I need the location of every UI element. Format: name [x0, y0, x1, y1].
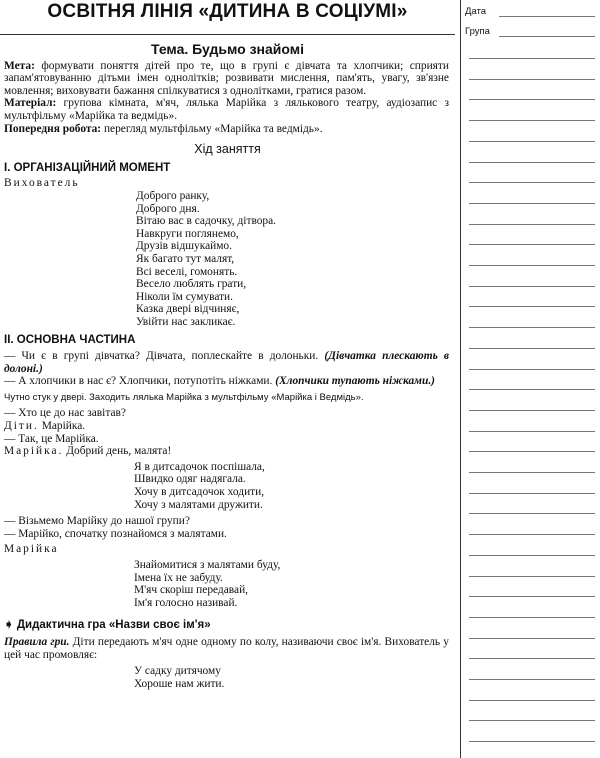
masha-poem-1 — [134, 461, 455, 511]
note-line[interactable] — [469, 720, 595, 721]
note-line[interactable] — [469, 58, 595, 59]
speaker-label: Вихователь — [4, 177, 80, 190]
dialogue-line: — Марійко, спочатку познайомся з малятами. — [4, 527, 227, 540]
note-line[interactable] — [469, 741, 595, 742]
note-line[interactable] — [469, 534, 595, 535]
note-line[interactable] — [469, 389, 595, 390]
note-line[interactable] — [469, 451, 595, 452]
poem-line: Увійти нас закликає. — [136, 315, 236, 328]
poem-line: Хочу з малятами дружити. — [134, 498, 263, 511]
section2-heading: II. ОСНОВНА ЧАСТИНА — [4, 334, 136, 347]
note-line[interactable] — [469, 576, 595, 577]
rules-label: Правила гри. — [4, 635, 70, 648]
poem-line: Вітаю вас в садочку, дітвора. — [136, 215, 277, 228]
date-line[interactable] — [499, 16, 595, 17]
note-line[interactable] — [469, 79, 595, 80]
page-title: ОСВІТНЯ ЛІНІЯ «ДИТИНА В СОЦІУМІ» — [0, 6, 455, 35]
poem-line: Навкруги поглянемо, — [136, 227, 239, 240]
stage-note: (Дівчатка плескають в долоні.) — [4, 350, 450, 375]
goal-text: формувати поняття дітей про те, що в групі є дівчата та хлопчики; сприяти запам'ятовуванню дітьми імен однолітків; розвивати мислення, пам'ять, увагу, зв'язне мовлення; виховувати бажання спілкуватися з однолітками, гратися разом. — [4, 59, 449, 97]
game-poem — [134, 665, 455, 690]
note-line[interactable] — [469, 513, 595, 514]
poem-line: Знайомитися з малятами буду, — [134, 558, 281, 571]
poem-line: Доброго ранку, — [136, 189, 210, 202]
note-line[interactable] — [469, 369, 595, 370]
note-line[interactable] — [469, 141, 595, 142]
note-line[interactable] — [469, 348, 595, 349]
poem-line: У садку дитячому — [134, 665, 221, 678]
poem-line: Всі веселі, гомонять. — [136, 265, 238, 278]
arrow-icon: ➧ — [4, 619, 14, 632]
speaker-label: Марійка. — [4, 445, 64, 458]
game-heading — [4, 619, 455, 632]
note-line[interactable] — [469, 638, 595, 639]
note-line[interactable] — [469, 286, 595, 287]
group-line[interactable] — [499, 36, 595, 37]
group-label: Група — [465, 26, 490, 37]
date-label: Дата — [465, 6, 487, 17]
poem-line: Друзів відшукаймо. — [136, 240, 232, 253]
poem-line: Ім'я голосно називай. — [134, 596, 238, 609]
prep-label: Попередня робота: — [4, 122, 102, 135]
masha-poem-2 — [134, 559, 455, 609]
dialogue-line: Марійка. Добрий день, малята! — [4, 445, 172, 458]
note-line[interactable] — [469, 596, 595, 597]
note-line[interactable] — [469, 244, 595, 245]
speaker-label: Марійка — [4, 543, 59, 556]
poem-line: Доброго дня. — [136, 202, 200, 215]
dialogue-line: — Візьмемо Марійку до нашої групи? — [4, 515, 190, 528]
knock-note: Чутно стук у двері. Заходить лялька Марійка з мультфільму «Марійка і Ведмідь». — [4, 391, 364, 403]
note-line[interactable] — [469, 99, 595, 100]
material-label: Матеріал: — [4, 97, 57, 110]
material-text: групова кімната, м'яч, лялька Марійка з лялькового театру, аудіозапис з мультфільму «Марійка та ведмідь». — [4, 97, 449, 122]
note-line[interactable] — [469, 472, 595, 473]
note-line[interactable] — [469, 617, 595, 618]
note-line[interactable] — [469, 306, 595, 307]
topic-title: Тема. Будьмо знайомі — [150, 41, 305, 57]
dialogue-line: — Хто це до нас завітав? — [4, 407, 126, 420]
material-paragraph — [0, 97, 455, 122]
speaker-label: Діти. — [4, 420, 39, 433]
prep-paragraph — [0, 123, 455, 136]
goal-paragraph — [0, 60, 455, 98]
poem-line: Казка двері відчиняє, — [136, 303, 240, 316]
note-line[interactable] — [469, 120, 595, 121]
note-line[interactable] — [469, 410, 595, 411]
note-line[interactable] — [469, 431, 595, 432]
question-boys: — А хлопчики в нас є? Хлопчики, потупотіть ніжками. (Хлопчики тупають ніжками.) — [4, 375, 435, 388]
game-title: Дидактична гра «Назви своє ім'я» — [16, 619, 211, 632]
poem-line: Імена їх не забуду. — [134, 571, 223, 584]
lesson-title: Хід заняття — [194, 142, 261, 157]
note-line[interactable] — [469, 493, 595, 494]
poem-line: Хороше нам жити. — [134, 677, 225, 690]
prep-text: перегляд мультфільму «Марійка та ведмідь». — [101, 122, 323, 135]
game-rules: Правила гри. Діти передають м'яч одне одному по колу, називаючи своє ім'я. Вихователь у цей час промовляє: — [4, 635, 449, 661]
poem-line: Я в дитсадочок поспішала, — [134, 460, 265, 473]
note-line[interactable] — [469, 162, 595, 163]
poem-line: Хочу в дитсадочок ходити, — [134, 486, 265, 498]
goal-label: Мета: — [4, 59, 35, 72]
poem-line: Швидко одяг надягала. — [134, 473, 246, 486]
poem-line: Ніколи їм сумувати. — [136, 290, 234, 303]
section1-heading: I. ОРГАНІЗАЦІЙНИЙ МОМЕНТ — [4, 161, 171, 174]
stage-note: (Хлопчики тупають ніжками.) — [275, 375, 435, 388]
greeting-poem — [136, 190, 455, 329]
note-line[interactable] — [469, 679, 595, 680]
question-girls: — Чи є в групі дівчатка? Дівчата, поплескайте в долоньки. (Дівчатка плескають в долоні.) — [4, 350, 450, 375]
poem-line: М'яч скоріш передавай, — [134, 584, 249, 597]
note-line[interactable] — [469, 555, 595, 556]
poem-line: Весело люблять грати, — [136, 278, 247, 291]
note-line[interactable] — [469, 203, 595, 204]
note-line[interactable] — [469, 327, 595, 328]
notes-column — [460, 0, 600, 758]
dialogue-line: Діти. Марійка. — [4, 420, 86, 433]
note-line[interactable] — [469, 700, 595, 701]
poem-line: Як багато тут малят, — [136, 252, 235, 265]
dialogue-line: — Так, це Марійка. — [4, 432, 99, 445]
note-line[interactable] — [469, 182, 595, 183]
note-line[interactable] — [469, 658, 595, 659]
note-line[interactable] — [469, 224, 595, 225]
note-line[interactable] — [469, 265, 595, 266]
